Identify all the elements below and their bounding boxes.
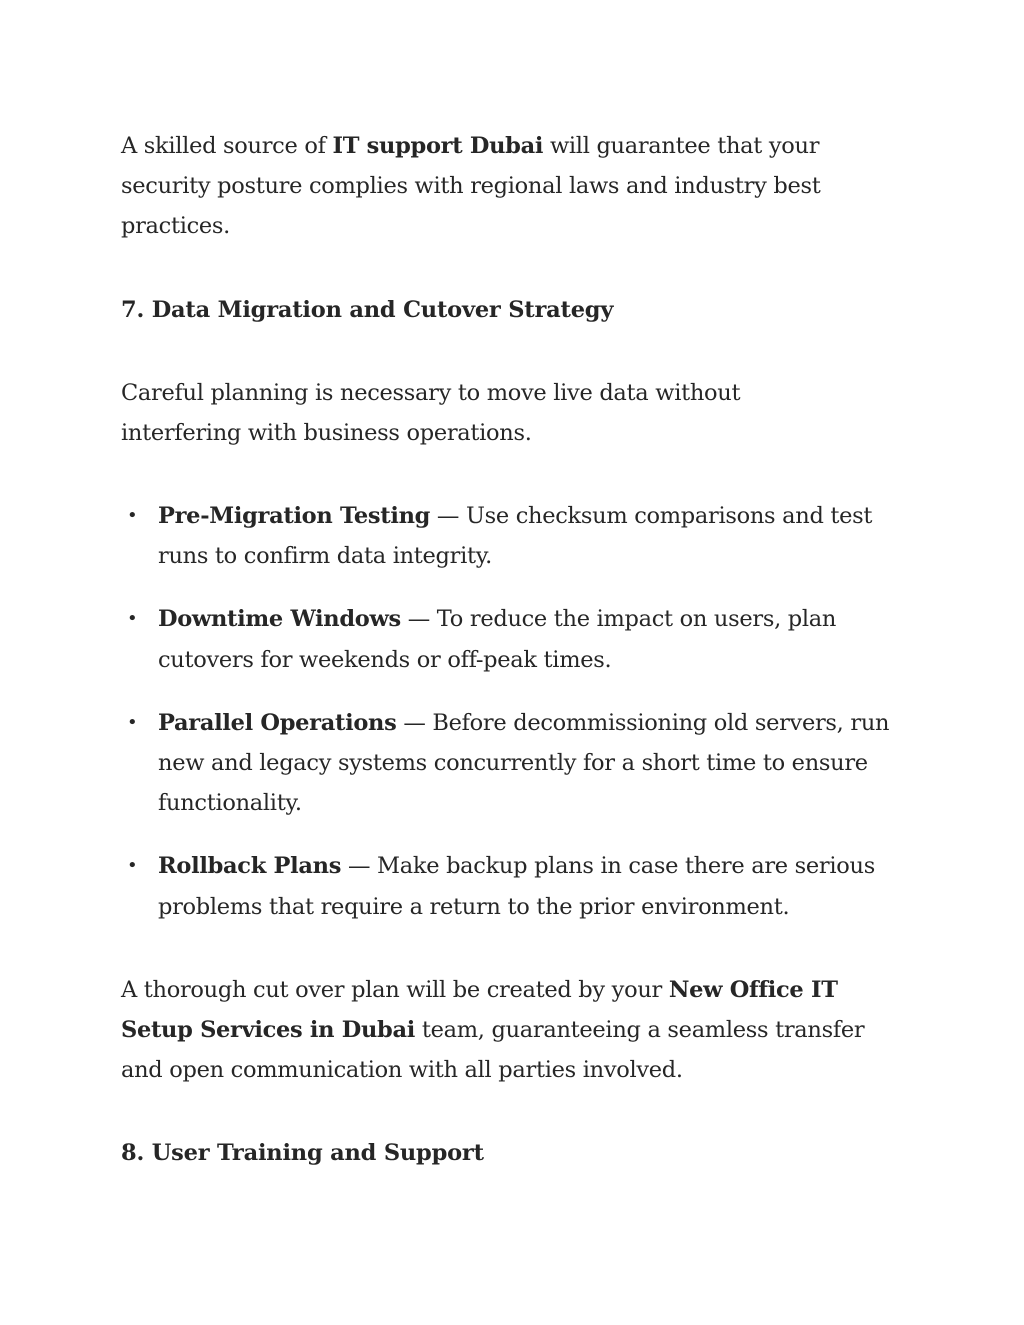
intro-text: A skilled source of (121, 133, 333, 159)
intro-paragraph (121, 126, 821, 247)
document-body (121, 126, 901, 1173)
list-item-title: Pre-Migration Testing (158, 503, 431, 530)
bullet-icon: • (127, 505, 138, 527)
list-item (121, 846, 908, 926)
section-8-heading: 8. User Training and Support (121, 1140, 484, 1167)
intro-text-end: will guarantee that your security posture complies with regional laws and industry best practices. (121, 133, 821, 240)
list-item (121, 496, 893, 576)
section-7-lead: Careful planning is necessary to move live data without interfering with business operations. (121, 379, 741, 446)
bullet-icon: • (127, 608, 138, 630)
bullet-icon: • (127, 711, 138, 733)
list-item-text: — To reduce the impact on users, plan cutovers for weekends or off-peak times. (158, 606, 837, 673)
section-7-closing (121, 970, 866, 1091)
section-7-heading: 7. Data Migration and Cutover Strategy (121, 296, 614, 323)
migration-list (121, 496, 901, 927)
list-item (121, 703, 938, 824)
closing-link-text: New Office IT Setup Services in Dubai (121, 976, 838, 1044)
list-item-title: Downtime Windows (158, 606, 401, 633)
intro-link-text: IT support Dubai (332, 133, 544, 159)
closing-text-end: team, guaranteeing a seamless transfer and open communication with all parties involved. (121, 1017, 865, 1084)
bullet-icon: • (127, 855, 138, 877)
list-item-text: — Make backup plans in case there are serious problems that require a return to the prior environment. (158, 853, 875, 920)
list-item-title: Rollback Plans (158, 853, 342, 880)
list-item-text: — Before decommissioning old servers, run new and legacy systems concurrently for a short time to ensure functionality. (158, 709, 890, 817)
list-item-title: Parallel Operations (158, 709, 397, 736)
closing-text: A thorough cut over plan will be created by your (121, 976, 669, 1003)
list-item (121, 599, 868, 679)
list-item-text: — Use checksum comparisons and test runs to confirm data integrity. (158, 503, 873, 570)
